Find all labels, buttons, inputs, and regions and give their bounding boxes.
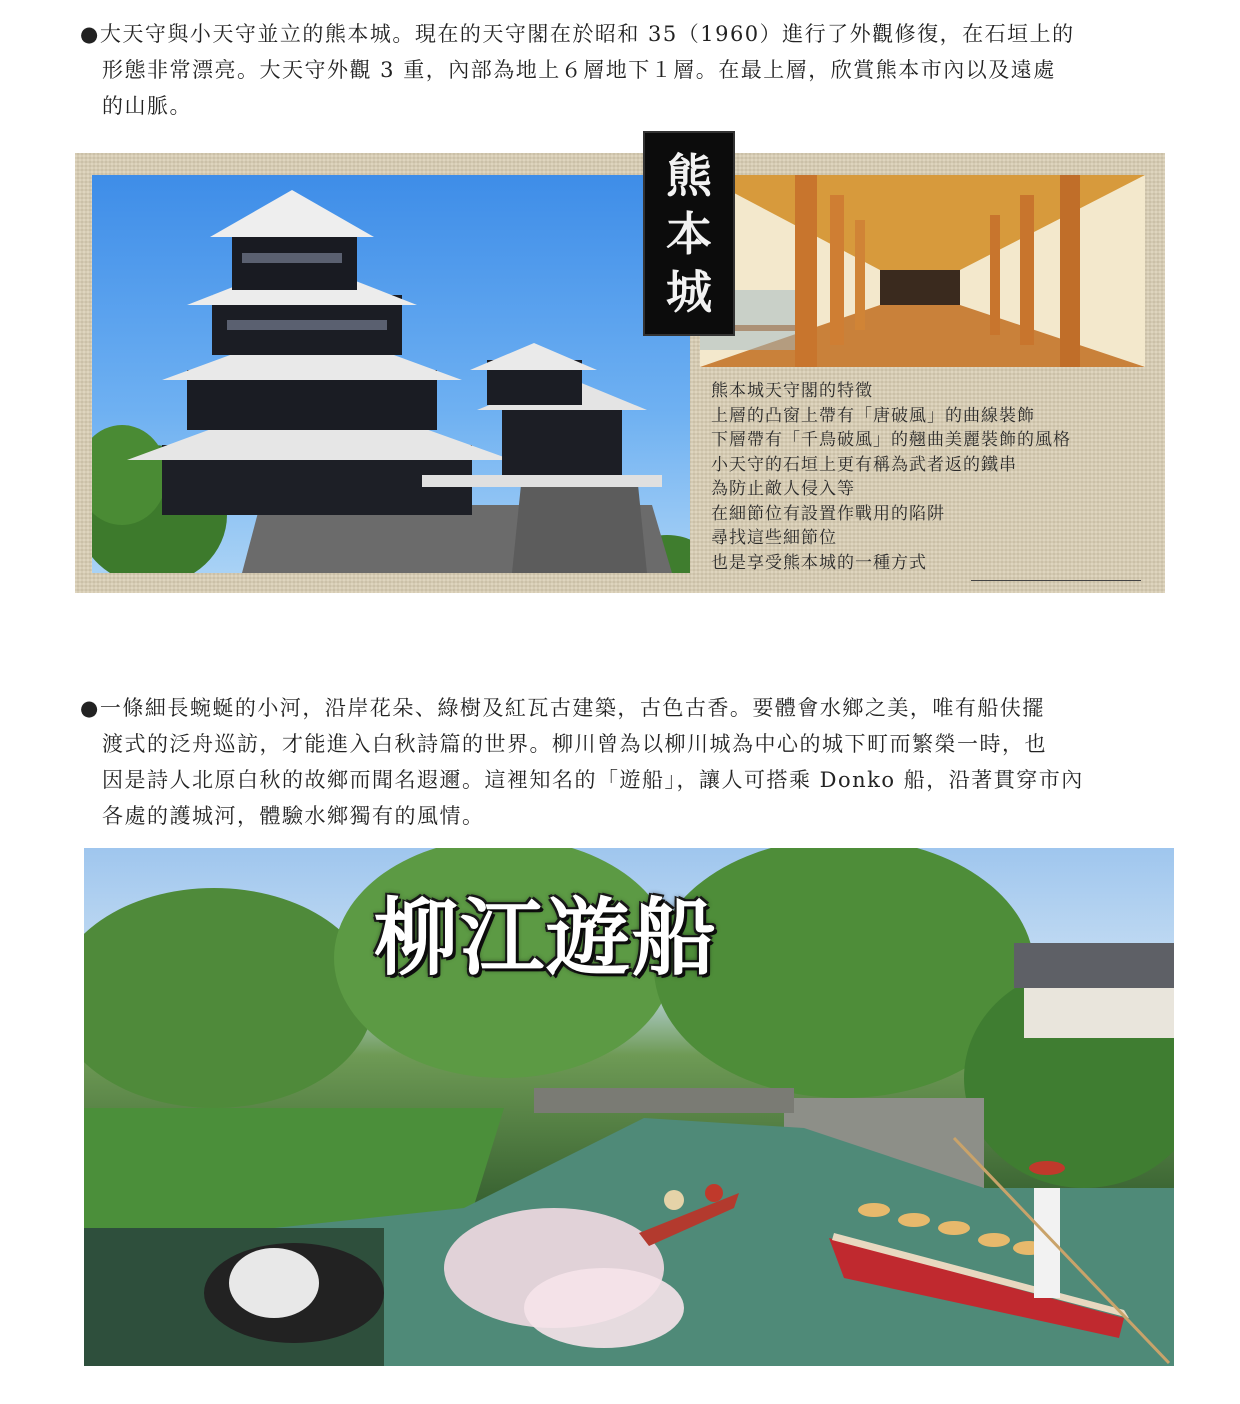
kumamoto-description (80, 16, 1170, 124)
paragraph-line: 因是詩人北原白秋的故鄉而聞名遐邇。這裡知名的「遊船」，讓人可搭乘 Donko 船，沿著貫穿市內 (102, 768, 1084, 792)
plaque-char: 城 (666, 264, 712, 319)
feature-line: 上層的凸窗上帶有「唐破風」的曲線裝飾 (711, 405, 1035, 426)
yanagawa-boat-photo (84, 848, 1174, 1366)
yanagawa-description (80, 690, 1170, 834)
corridor-illustration (700, 175, 1145, 367)
kumamoto-castle-plaque (643, 131, 735, 336)
paragraph-line: 各處的護城河，體驗水鄉獨有的風情。 (102, 804, 485, 828)
feature-line: 下層帶有「千鳥破風」的翹曲美麗裝飾的風格 (711, 430, 1071, 450)
paragraph-line: ●一條細長蜿蜒的小河，沿岸花朵、綠樹及紅瓦古建築，古色古香。要體會水鄉之美，唯有船伕擺 (80, 696, 1045, 720)
feature-line: 在細節位有設置作戰用的陷阱 (711, 503, 945, 524)
castle-illustration (92, 175, 690, 573)
feature-line: 也是享受熊本城的一種方式 (711, 552, 927, 573)
kumamoto-castle-panel (75, 148, 1165, 593)
paragraph-line: 形態非常漂亮。大天守外觀 3 重，內部為地上６層地下１層。在最上層，欣賞熊本市內以及遠處 (102, 58, 1056, 82)
plaque-char: 本 (666, 206, 712, 261)
paragraph-line: 的山脈。 (102, 94, 192, 118)
castle-features-text (711, 379, 1151, 575)
feature-line: 為防止敵人侵入等 (711, 479, 855, 499)
feature-line: 尋找這些細節位 (711, 528, 837, 548)
feature-line: 熊本城天守閣的特徵 (711, 381, 873, 401)
castle-photo (92, 175, 690, 573)
divider-line (971, 580, 1141, 581)
castle-corridor-photo (700, 175, 1145, 367)
paragraph-line: 渡式的泛舟巡訪，才能進入白秋詩篇的世界。柳川曾為以柳川城為中心的城下町而繁榮一時，也 (102, 732, 1047, 756)
yanagawa-banner-title: 柳江遊船 (374, 888, 719, 987)
paragraph-line: ●大天守與小天守並立的熊本城。現在的天守閣在於昭和 35（1960）進行了外觀修復，在石垣上的 (80, 22, 1075, 46)
feature-line: 小天守的石垣上更有稱為武者返的鐵串 (711, 454, 1017, 475)
plaque-char: 熊 (666, 148, 712, 203)
